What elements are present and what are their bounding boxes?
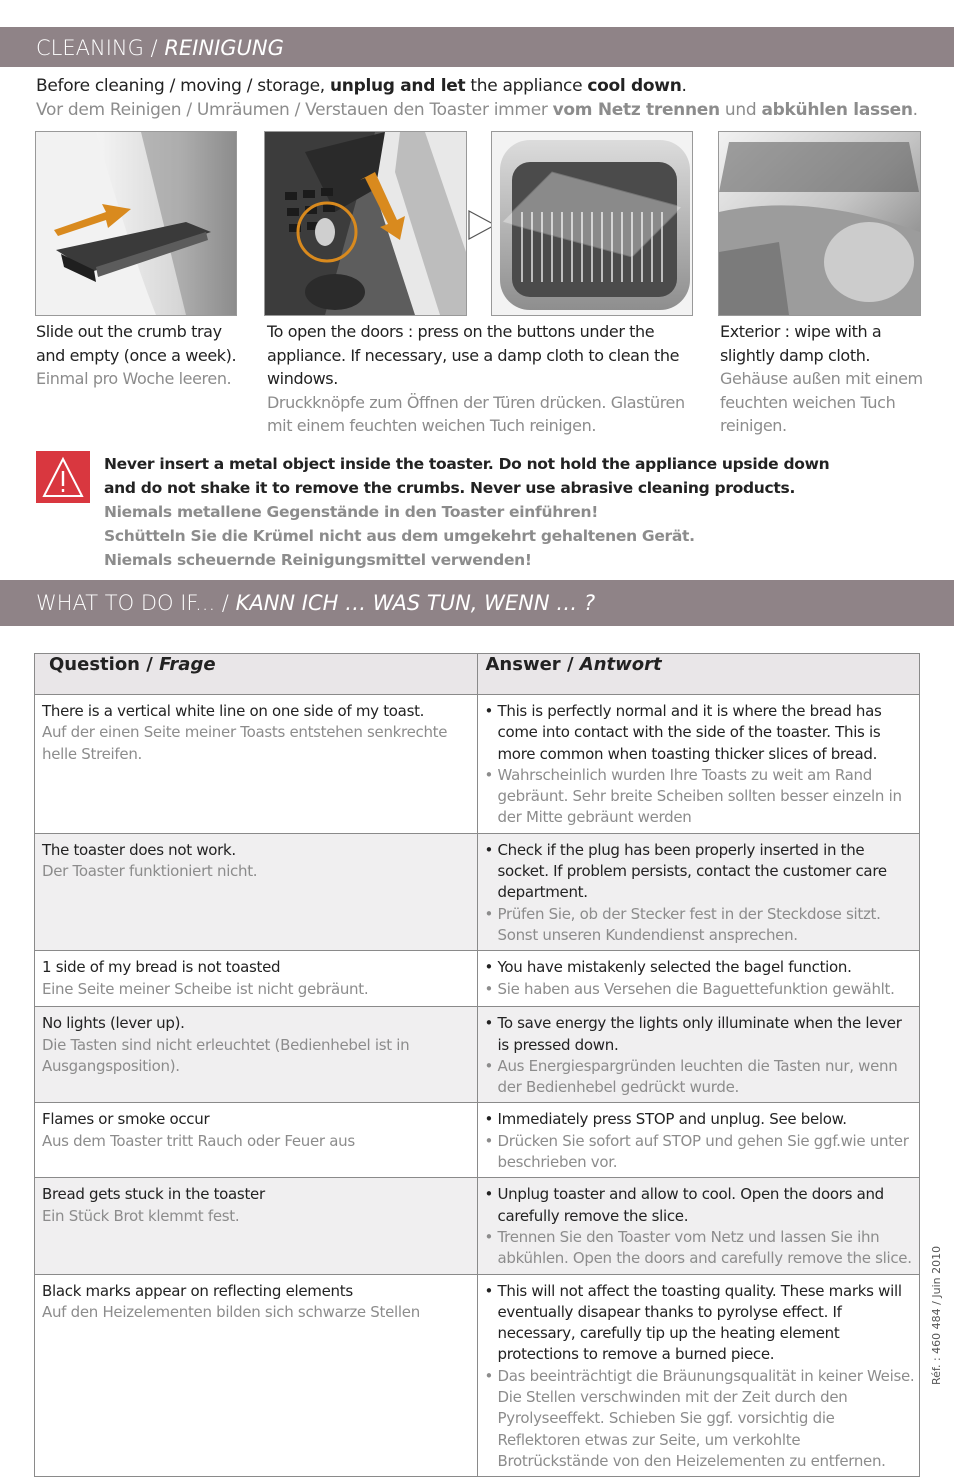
question-cell bbox=[35, 1274, 478, 1477]
question-cell bbox=[35, 833, 478, 950]
answer-en: • Check if the plug has been properly inserted in the socket. If problem persists, contact the customer care department. bbox=[485, 840, 916, 904]
caption-en: To open the doors : press on the buttons under the appliance. If necessary, use a damp cloth to clean the windows. bbox=[267, 322, 680, 388]
intro-german bbox=[36, 100, 918, 120]
intro-de-bold-netz: vom Netz trennen bbox=[552, 100, 720, 120]
answer-de: • Aus Energiespargründen leuchten die Tasten nur, wenn der Bedienhebel gedrückt wurde. bbox=[485, 1056, 916, 1099]
question-cell bbox=[35, 1178, 478, 1274]
warning-en-line: and do not shake it to remove the crumbs. Never use abrasive cleaning products. bbox=[104, 479, 796, 497]
header-a-en: Answer / bbox=[485, 654, 580, 675]
answer-cell bbox=[477, 833, 920, 950]
question-en: Bread gets stuck in the toaster bbox=[42, 1185, 265, 1204]
caption-exterior bbox=[720, 320, 940, 438]
crumb-tray-photo bbox=[35, 131, 237, 316]
intro-english bbox=[36, 76, 687, 96]
answer-de: • Drücken Sie sofort auf STOP und gehen Sie ggf.wie unter beschrieben vor. bbox=[485, 1131, 916, 1174]
intro-de-text: . bbox=[912, 100, 918, 120]
question-en: There is a vertical white line on one side of my toast. bbox=[42, 702, 425, 720]
table-row bbox=[35, 1274, 920, 1477]
question-de: Auf den Heizelementen bilden sich schwarze Stellen bbox=[42, 1302, 420, 1321]
table-header-row bbox=[35, 654, 920, 695]
answer-de: • Wahrscheinlich wurden Ihre Toasts zu weit am Rand gebräunt. Sehr breite Scheiben sollten besser einzeln in der Mitte gebräunt werden bbox=[485, 765, 916, 829]
warning-text bbox=[104, 452, 829, 572]
question-en: No lights (lever up). bbox=[42, 1014, 185, 1033]
warning-en-line: Never insert a metal object inside the toaster. Do not hold the appliance upside down bbox=[104, 455, 830, 473]
intro-en-bold-unplug: unplug and let bbox=[329, 76, 466, 96]
faq-section-header bbox=[0, 580, 954, 626]
warning-de-line: Niemals metallene Gegenstände in den Toaster einführen! bbox=[104, 503, 598, 521]
answer-de: • Prüfen Sie, ob der Stecker fest in der Steckdose sitzt. Sonst unseren Kundendienst ansprechen. bbox=[485, 904, 916, 947]
question-cell bbox=[35, 1007, 478, 1103]
intro-de-text: Vor dem Reinigen / Umräumen / Verstauen den Toaster immer bbox=[36, 100, 553, 120]
answer-cell bbox=[477, 1178, 920, 1274]
caption-en: Exterior : wipe with a slightly damp cloth. bbox=[720, 322, 882, 365]
intro-en-bold-cool: cool down bbox=[587, 76, 682, 96]
answer-en: • Immediately press STOP and unplug. See below. bbox=[485, 1109, 916, 1130]
warning-triangle-icon bbox=[36, 451, 90, 503]
table-row bbox=[35, 695, 920, 834]
cleaning-title-en: CLEANING / bbox=[36, 36, 165, 60]
intro-en-text: Before cleaning / moving / storage, bbox=[36, 76, 330, 96]
question-cell bbox=[35, 951, 478, 1007]
question-de: Ein Stück Brot klemmt fest. bbox=[42, 1206, 240, 1225]
intro-en-text: the appliance bbox=[465, 76, 588, 96]
question-en: Flames or smoke occur bbox=[42, 1110, 210, 1129]
caption-crumb-tray bbox=[36, 320, 251, 391]
door-button-photo bbox=[264, 131, 467, 316]
answer-en: • To save energy the lights only illuminate when the lever is pressed down. bbox=[485, 1013, 916, 1056]
answer-en: • This is perfectly normal and it is where the bread has come into contact with the side of the toaster. This is more common when toasting thicker slices of bread. bbox=[485, 701, 916, 765]
header-a-de: Antwort bbox=[579, 654, 662, 675]
caption-de: Druckknöpfe zum Öffnen der Türen drücken. Glastüren mit einem feuchten weichen Tuch reinigen. bbox=[267, 392, 685, 435]
answer-cell bbox=[477, 1274, 920, 1477]
answer-de: • Sie haben aus Versehen die Baguettefunktion gewählt. bbox=[485, 979, 916, 1000]
header-q-de: Frage bbox=[159, 654, 216, 675]
table-row bbox=[35, 951, 920, 1007]
answer-cell bbox=[477, 695, 920, 834]
faq-title-en: WHAT TO DO IF... / bbox=[36, 591, 236, 615]
question-column-header bbox=[35, 654, 478, 695]
question-de: Eine Seite meiner Scheibe ist nicht gebräunt. bbox=[42, 979, 369, 998]
exterior-wipe-photo bbox=[718, 131, 921, 316]
intro-de-text: und bbox=[719, 100, 762, 120]
question-en: The toaster does not work. bbox=[42, 840, 236, 859]
answer-cell bbox=[477, 951, 920, 1007]
question-cell bbox=[35, 695, 478, 834]
answer-de: • Das beeinträchtigt die Bräunungsqualität in keiner Weise. Die Stellen verschwinden mit der Zeit durch den Pyrolyseeffekt. Schieben Sie ggf. vorsichtig die Reflektoren etwas zur Seite, um verkohlte Brotrückstände von den Heizelementen zu entfernen. bbox=[485, 1366, 916, 1472]
cleaning-title-de: REINIGUNG bbox=[164, 36, 284, 60]
troubleshooting-table bbox=[34, 653, 920, 1477]
table-row bbox=[35, 1103, 920, 1178]
caption-de: Einmal pro Woche leeren. bbox=[36, 369, 232, 388]
caption-en: Slide out the crumb tray and empty (once a week). bbox=[36, 322, 237, 365]
answer-cell bbox=[477, 1103, 920, 1178]
question-en: Black marks appear on reflecting elements bbox=[42, 1281, 353, 1300]
question-de: Der Toaster funktioniert nicht. bbox=[42, 862, 258, 881]
table-row bbox=[35, 1007, 920, 1103]
answer-en: • Unplug toaster and allow to cool. Open the doors and carefully remove the slice. bbox=[485, 1184, 916, 1227]
faq-title-de: KANN ICH … WAS TUN, WENN … ? bbox=[235, 591, 596, 615]
answer-column-header bbox=[477, 654, 920, 695]
question-cell bbox=[35, 1103, 478, 1178]
question-de: Auf der einen Seite meiner Toasts entstehen senkrechte helle Streifen. bbox=[42, 723, 448, 763]
glass-door-photo bbox=[491, 131, 693, 316]
reference-number: Réf. : 460 484 / Juin 2010 bbox=[930, 1245, 943, 1385]
question-de: Aus dem Toaster tritt Rauch oder Feuer aus bbox=[42, 1131, 355, 1150]
answer-de: • Trennen Sie den Toaster vom Netz und lassen Sie ihn abkühlen. Open the doors and carefully remove the slice. bbox=[485, 1227, 916, 1270]
question-en: 1 side of my bread is not toasted bbox=[42, 958, 281, 977]
caption-de: Gehäuse außen mit einem feuchten weichen Tuch reinigen. bbox=[720, 369, 923, 435]
cleaning-section-header bbox=[0, 27, 954, 67]
table-row bbox=[35, 833, 920, 950]
table-row bbox=[35, 1178, 920, 1274]
caption-doors bbox=[267, 320, 707, 438]
header-q-en: Question / bbox=[49, 654, 160, 675]
warning-de-line: Niemals scheuernde Reinigungsmittel verwenden! bbox=[104, 551, 532, 569]
question-de: Die Tasten sind nicht erleuchtet (Bedienhebel ist in Ausgangsposition). bbox=[42, 1035, 410, 1075]
intro-de-bold-abkuehlen: abkühlen lassen bbox=[761, 100, 913, 120]
answer-en: • You have mistakenly selected the bagel function. bbox=[485, 957, 916, 978]
answer-en: • This will not affect the toasting quality. These marks will eventually disapear thanks to pyrolyse effect. If necessary, carefully tip up the heating element protections to remove a burned piece. bbox=[485, 1281, 916, 1366]
intro-en-text: . bbox=[681, 76, 687, 96]
warning-de-line: Schütteln Sie die Krümel nicht aus dem umgekehrt gehaltenen Gerät. bbox=[104, 527, 695, 545]
answer-cell bbox=[477, 1007, 920, 1103]
